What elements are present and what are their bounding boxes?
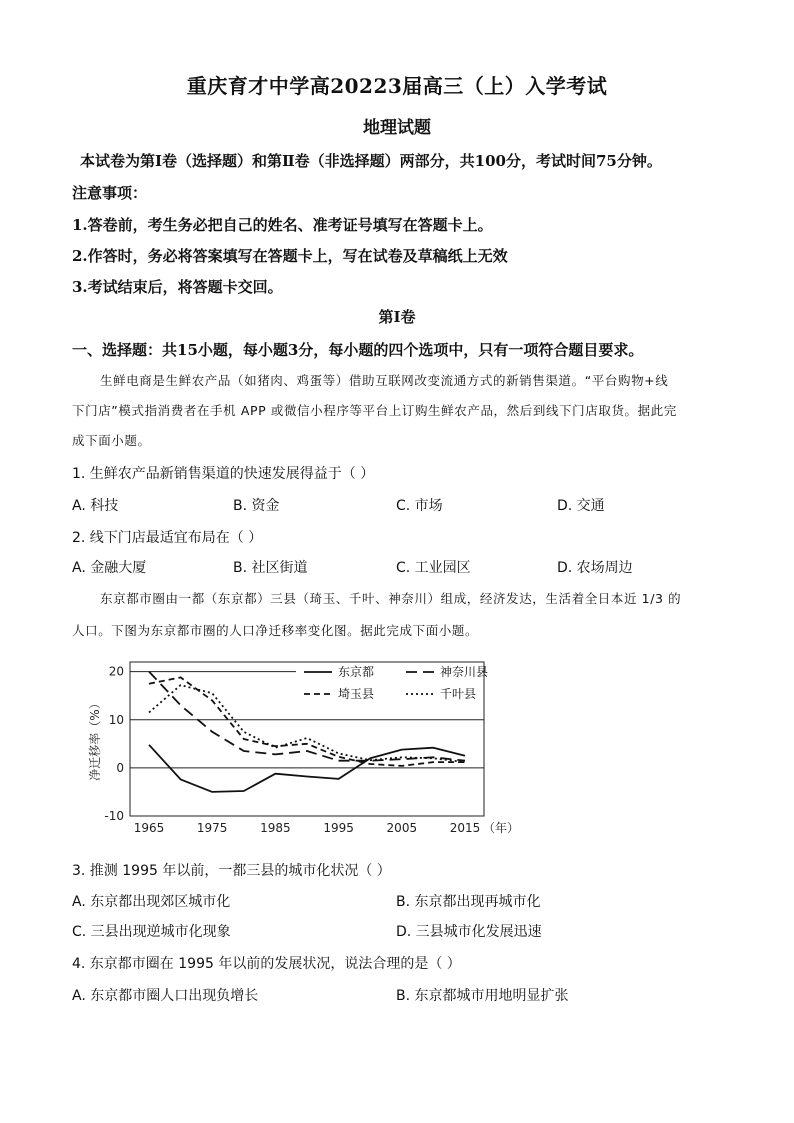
passage-line: 下门店”模式指消费者在手机 APP 或微信小程序等平台上订购生鲜农产品，然后到线下门店取货。据此完 <box>72 403 677 418</box>
question-4-stem: 4. 东京都市圈在 1995 年以前的发展状况，说法合理的是（ ） <box>72 956 461 972</box>
note-item: 2.作答时，务必将答案填写在答题卡上，写在试卷及草稿纸上无效 <box>72 247 508 265</box>
x-tick-label: 1995 <box>323 821 354 835</box>
section-title: 第Ⅰ卷 <box>378 308 416 326</box>
q4-option-a[interactable]: A. 东京都市圈人口出现负增长 <box>72 988 259 1004</box>
part-heading: 一、选择题：共15小题，每小题3分，每小题的四个选项中，只有一项符合题目要求。 <box>72 341 644 359</box>
q3-option-d[interactable]: D. 三县城市化发展迅速 <box>396 924 542 940</box>
q1-option-c[interactable]: C. 市场 <box>396 498 443 514</box>
q2-option-b[interactable]: B. 社区街道 <box>233 560 308 576</box>
x-tick-label: 1975 <box>196 821 228 835</box>
exam-subtitle: 地理试题 <box>363 118 431 138</box>
question-2-stem: 2. 线下门店最适宜布局在（ ） <box>72 530 263 546</box>
q1-option-a[interactable]: A. 科技 <box>72 498 119 514</box>
q3-option-a[interactable]: A. 东京都出现郊区城市化 <box>72 894 231 910</box>
x-tick-label: 2015 <box>449 821 481 835</box>
q2-option-a[interactable]: A. 金融大厦 <box>72 560 147 576</box>
legend-label: 千叶县 <box>440 687 477 701</box>
passage-line: 人口。下图为东京都市圈的人口净迁移率变化图。据此完成下面小题。 <box>72 623 479 638</box>
x-axis-label: （年） <box>483 821 520 835</box>
q4-option-b[interactable]: B. 东京都城市用地明显扩张 <box>396 988 569 1004</box>
q3-option-b[interactable]: B. 东京都出现再城市化 <box>396 894 541 910</box>
y-tick-label: 0 <box>116 760 124 775</box>
intro-text: 本试卷为第Ⅰ卷（选择题）和第Ⅱ卷（非选择题）两部分，共100分，考试时间75分钟。 <box>80 152 662 170</box>
q1-option-b[interactable]: B. 资金 <box>233 498 280 514</box>
x-tick-label: 1985 <box>260 821 291 835</box>
legend-label: 埼玉县 <box>338 687 375 701</box>
question-1-stem: 1. 生鲜农产品新销售渠道的快速发展得益于（ ） <box>72 466 375 482</box>
y-tick-label: -10 <box>104 809 124 823</box>
q3-option-c[interactable]: C. 三县出现逆城市化现象 <box>72 924 231 940</box>
x-tick-label: 1965 <box>133 821 165 835</box>
net-migration-chart <box>86 658 546 838</box>
y-axis-label: 净迁移率（%） <box>88 697 102 781</box>
passage-line: 东京都市圈由一都（东京都）三县（琦玉、千叶、神奈川）组成，经济发达，生活着全日本近 1/3 的 <box>100 591 682 606</box>
notes-heading: 注意事项： <box>72 184 148 202</box>
passage-line: 成下面小题。 <box>72 433 151 448</box>
legend-label: 神奈川县 <box>440 665 489 679</box>
q2-option-d[interactable]: D. 农场周边 <box>557 560 633 576</box>
y-tick-label: 10 <box>108 712 124 727</box>
note-item: 1.答卷前，考生务必把自己的姓名、准考证号填写在答题卡上。 <box>72 216 493 234</box>
note-item: 3.考试结束后，将答题卡交回。 <box>72 278 283 296</box>
q1-option-d[interactable]: D. 交通 <box>557 498 605 514</box>
x-tick-label: 2005 <box>386 821 418 835</box>
exam-title: 重庆育才中学高20223届高三（上）入学考试 <box>186 74 608 98</box>
q2-option-c[interactable]: C. 工业园区 <box>396 560 471 576</box>
legend-label: 东京都 <box>338 665 375 679</box>
question-3-stem: 3. 推测 1995 年以前，一都三县的城市化状况（ ） <box>72 863 391 879</box>
y-tick-label: 20 <box>108 664 124 679</box>
passage-line: 生鲜电商是生鲜农产品（如猪肉、鸡蛋等）借助互联网改变流通方式的新销售渠道。“平台购物+线 <box>100 373 669 388</box>
